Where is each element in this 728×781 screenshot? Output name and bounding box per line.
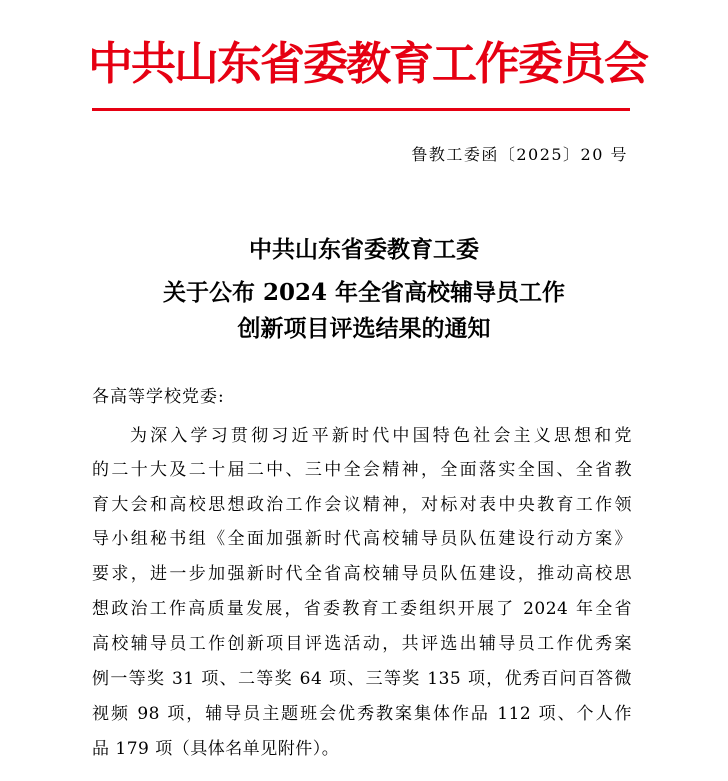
body-line: 视频 98 项，辅导员主题班会优秀教案集体作品 112 项、个人作	[92, 704, 632, 724]
title-line-3: 创新项目评选结果的通知	[237, 315, 491, 342]
document-number: 鲁教工委函〔2025〕20 号	[411, 145, 628, 164]
body-line: 为深入学习贯彻习近平新时代中国特色社会主义思想和党	[130, 426, 632, 446]
title-line-1: 中共山东省委教育工委	[249, 236, 479, 263]
body-line: 要求，进一步加强新时代全省高校辅导员队伍建设，推动高校思	[92, 564, 632, 584]
body-line: 例一等奖 31 项、二等奖 64 项、三等奖 135 项，优秀百问百答微	[92, 669, 632, 689]
organization-header: 中共山东省委教育工作委员会	[88, 37, 648, 90]
body-line: 高校辅导员工作创新项目评选活动，共评选出辅导员工作优秀案	[92, 634, 632, 654]
body-line: 想政治工作高质量发展，省委教育工委组织开展了 2024 年全省	[92, 599, 632, 619]
body-line: 育大会和高校思想政治工作会议精神，对标对表中央教育工作领	[92, 495, 632, 515]
body-line: 品 179 项（具体名单见附件）。	[92, 739, 340, 759]
body-line: 的二十大及二十届二中、三中全会精神，全面落实全国、全省教	[92, 460, 632, 480]
red-divider-line	[92, 108, 630, 111]
title-line-2: 关于公布 2024 年全省高校辅导员工作	[162, 279, 566, 306]
body-line: 导小组秘书组《全面加强新时代高校辅导员队伍建设行动方案》	[92, 529, 632, 549]
addressee: 各高等学校党委:	[92, 387, 225, 407]
